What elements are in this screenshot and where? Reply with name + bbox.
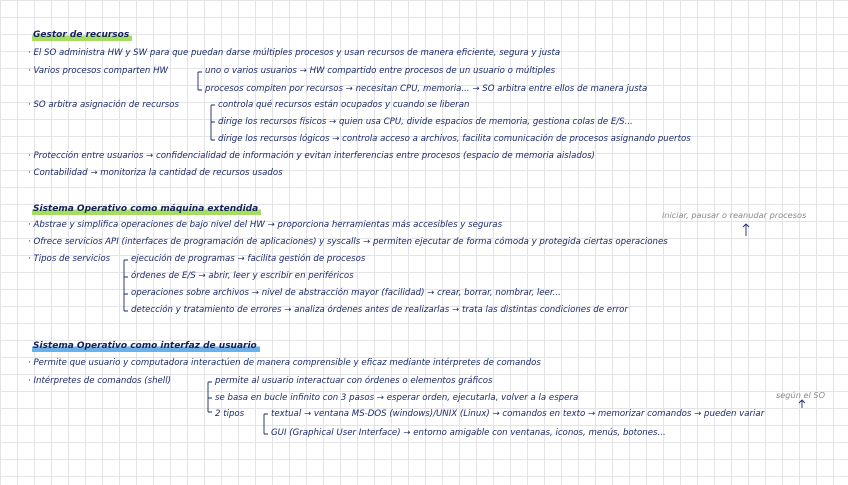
side-note: iniciar, pausar o reanudar procesos (662, 210, 807, 220)
line: · Abstrae y simplifica operaciones de bajo nivel del HW → proporciona herramientas más accesibles y seguras (28, 220, 503, 230)
line: detección y tratamiento de errores → analiza órdenes antes de realizarlas → trata las distintas condiciones de error (131, 305, 628, 315)
line: textual → ventana MS-DOS (windows)/UNIX (Linux) → comandos en texto → memorizar comandos → pueden variar (271, 409, 765, 419)
line: dirige los recursos físicos → quien usa CPU, divide espacios de memoria, gestiona colas de E/S... (218, 117, 633, 127)
line: · Permite que usuario y computadora interactúen de manera comprensible y eficaz mediante intérpretes de comandos (28, 358, 541, 368)
section-title-interfaz: Sistema Operativo como interfaz de usuario (32, 340, 260, 352)
line: · Varios procesos comparten HW (28, 66, 169, 76)
line: se basa en bucle infinito con 3 pasos → esperar orden, ejecutarla, volver a la espera (215, 393, 579, 403)
line: · Contabilidad → monitoriza la cantidad de recursos usados (28, 168, 283, 178)
line: · Intérpretes de comandos (shell) (28, 376, 171, 386)
line: · Ofrece servicios API (interfaces de programación de aplicaciones) y syscalls → permiten ejecutar de forma cómoda y protegida ciertas operaciones (28, 237, 668, 247)
line: uno o varios usuarios → HW compartido entre procesos de un usuario o múltiples (205, 66, 556, 76)
line: · Tipos de servicios (28, 254, 111, 264)
line: operaciones sobre archivos → nivel de abstracción mayor (facilidad) → crear, borrar, nombrar, leer... (131, 288, 561, 298)
line: permite al usuario interactuar con órdenes o elementos gráficos (215, 376, 493, 386)
line: · Protección entre usuarios → confidencialidad de información y evitan interferencias entre procesos (espacio de memoria aislados) (28, 151, 595, 161)
line: 2 tipos (215, 409, 245, 419)
line: procesos compiten por recursos → necesitan CPU, memoria... → SO arbitra entre ellos de manera justa (205, 84, 648, 94)
line: ejecución de programas → facilita gestión de procesos (131, 254, 366, 264)
section-title-maquina: Sistema Operativo como máquina extendida (32, 203, 261, 215)
line: GUI (Graphical User Interface) → entorno amigable con ventanas, iconos, menús, botones... (271, 428, 666, 438)
side-note: según el SO (776, 390, 826, 400)
line: controla qué recursos están ocupados y cuando se liberan (218, 100, 470, 110)
line: · El SO administra HW y SW para que puedan darse múltiples procesos y usan recursos de manera eficiente, segura y justa (28, 48, 561, 58)
line: órdenes de E/S → abrir, leer y escribir en periféricos (131, 271, 354, 281)
line: · SO arbitra asignación de recursos (28, 100, 180, 110)
section-title-gestor: Gestor de recursos (32, 29, 132, 41)
line: dirige los recursos lógicos → controla acceso a archivos, facilita comunicación de procesos asignando puertos (218, 134, 691, 144)
